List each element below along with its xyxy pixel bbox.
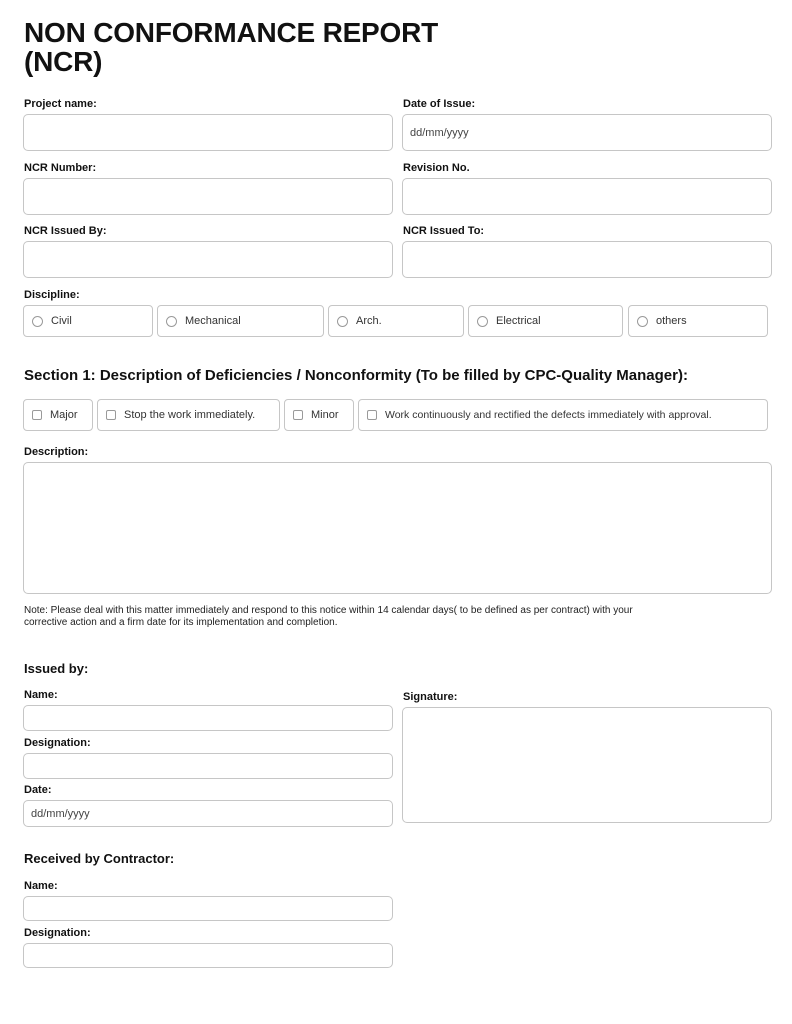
radio-icon <box>637 316 648 327</box>
ncr-number-label: NCR Number: <box>24 162 97 174</box>
radio-icon <box>32 316 43 327</box>
discipline-option-arch[interactable] <box>328 305 464 337</box>
issued-designation-label: Designation: <box>24 737 91 749</box>
check-major[interactable] <box>23 399 93 431</box>
check-label: Stop the work immediately. <box>124 409 256 421</box>
checkbox-icon <box>293 410 303 420</box>
section-1-title: Section 1: Description of Deficiencies / Nonconformity (To be filled by CPC-Quality Manager): <box>24 367 688 384</box>
project-name-label: Project name: <box>24 98 97 110</box>
option-label: Electrical <box>496 315 541 327</box>
checkbox-icon <box>32 410 42 420</box>
received-name-label: Name: <box>24 880 58 892</box>
ncr-issued-by-input[interactable] <box>23 241 393 278</box>
check-label: Major <box>50 409 78 421</box>
discipline-option-mechanical[interactable] <box>157 305 324 337</box>
radio-icon <box>477 316 488 327</box>
discipline-option-civil[interactable] <box>23 305 153 337</box>
checkbox-icon <box>106 410 116 420</box>
check-work-continuously[interactable] <box>358 399 768 431</box>
checkbox-icon <box>367 410 377 420</box>
option-label: others <box>656 315 687 327</box>
signature-box[interactable] <box>402 707 772 823</box>
ncr-issued-to-label: NCR Issued To: <box>403 225 485 237</box>
date-of-issue-label: Date of Issue: <box>403 98 476 110</box>
ncr-number-input[interactable] <box>23 178 393 215</box>
revision-no-label: Revision No. <box>403 162 470 174</box>
received-by-title: Received by Contractor: <box>24 851 175 866</box>
issued-date-input[interactable] <box>23 800 393 827</box>
option-label: Civil <box>51 315 72 327</box>
received-designation-label: Designation: <box>24 927 91 939</box>
issued-designation-input[interactable] <box>23 753 393 779</box>
discipline-label: Discipline: <box>24 289 80 301</box>
issued-by-title: Issued by: <box>24 661 89 676</box>
description-textarea[interactable] <box>23 462 772 594</box>
radio-icon <box>337 316 348 327</box>
ncr-issued-to-input[interactable] <box>402 241 772 278</box>
discipline-option-electrical[interactable] <box>468 305 623 337</box>
option-label: Mechanical <box>185 315 241 327</box>
ncr-issued-by-label: NCR Issued By: <box>24 225 107 237</box>
issued-name-input[interactable] <box>23 705 393 731</box>
issued-date-label: Date: <box>24 784 52 796</box>
issued-name-label: Name: <box>24 689 58 701</box>
option-label: Arch. <box>356 315 382 327</box>
revision-no-input[interactable] <box>402 178 772 215</box>
title-line-2: (NCR) <box>24 46 103 77</box>
page-title <box>24 18 438 76</box>
check-stop-work[interactable] <box>97 399 280 431</box>
date-of-issue-input[interactable] <box>402 114 772 151</box>
radio-icon <box>166 316 177 327</box>
received-name-input[interactable] <box>23 896 393 921</box>
received-designation-input[interactable] <box>23 943 393 968</box>
project-name-input[interactable] <box>23 114 393 151</box>
signature-label: Signature: <box>403 691 458 703</box>
check-minor[interactable] <box>284 399 354 431</box>
check-label: Work continuously and rectified the defects immediately with approval. <box>385 409 712 421</box>
discipline-option-others[interactable] <box>628 305 768 337</box>
description-label: Description: <box>24 446 89 458</box>
check-label: Minor <box>311 409 339 421</box>
note-text: Note: Please deal with this matter immediately and respond to this notice within 14 calendar days( to be defined as per contract) with your corrective action and a firm date for its implementation and completion. <box>24 605 633 628</box>
title-line-1: NON CONFORMANCE REPORT <box>24 17 439 48</box>
